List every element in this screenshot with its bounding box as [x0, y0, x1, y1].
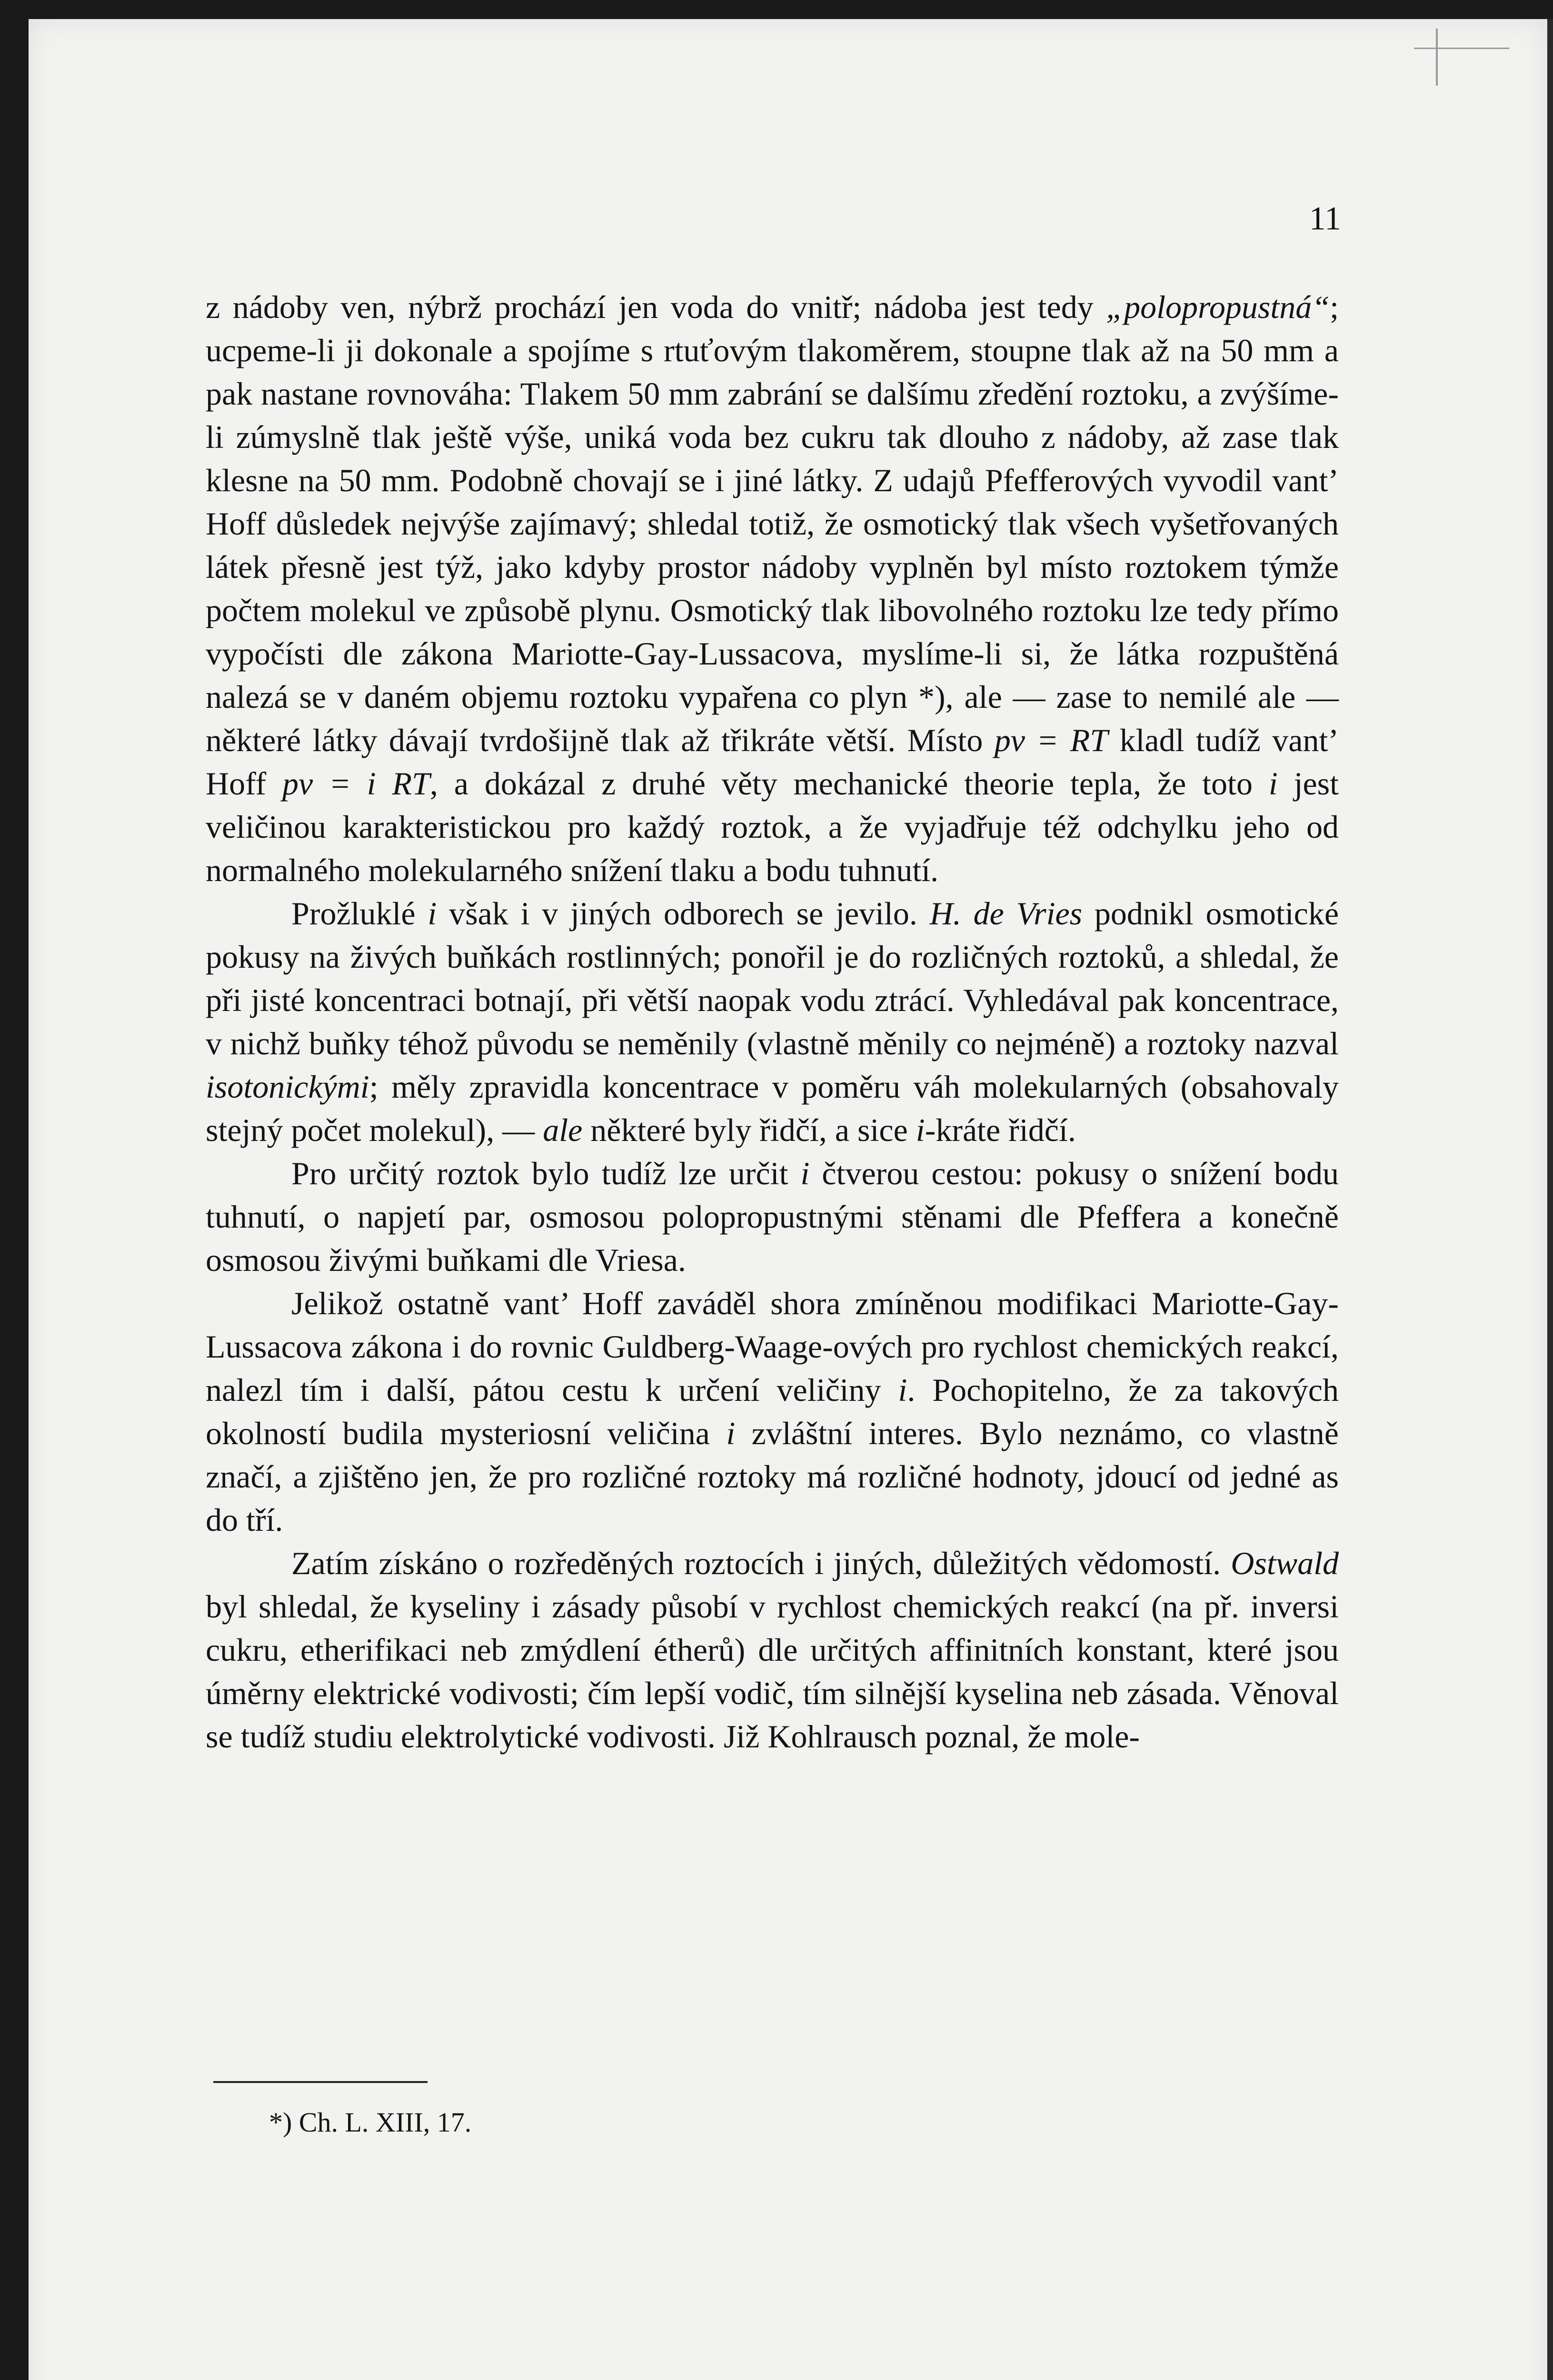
italic-text: pv = RT	[994, 722, 1108, 758]
text-run: -kráte řidčí.	[925, 1112, 1076, 1148]
italic-text: i	[916, 1112, 925, 1148]
text-run: z nádoby ven, nýbrž prochází jen voda do vnitř; nádoba jest tedy	[206, 289, 1106, 325]
italic-text: i	[1268, 765, 1278, 802]
text-run: . Pochopitelno, že za takových okolností budila mysteriosní veličina	[206, 1372, 1339, 1451]
italic-text: isotonickými	[206, 1069, 369, 1105]
paragraph	[206, 892, 1339, 1152]
italic-text: i	[800, 1155, 810, 1191]
text-run: zvláštní interes. Bylo neznámo, co vlastně značí, a zjištěno jen, že pro rozličné roztoky má rozličné hodnoty, jdoucí od jedné as do tří.	[206, 1415, 1339, 1538]
italic-text: H. de Vries	[929, 895, 1083, 932]
footnote: *) Ch. L. XIII, 17.	[269, 2107, 472, 2138]
paragraph	[206, 1282, 1339, 1542]
footnote-divider	[213, 2081, 428, 2083]
italic-text: i	[428, 895, 437, 932]
text-run: , a dokázal z druhé věty mechanické theorie tepla, že toto	[429, 765, 1269, 802]
italic-text: „polopropustná“	[1106, 289, 1330, 325]
page-number: 11	[1309, 200, 1341, 237]
italic-text: i	[898, 1372, 907, 1408]
scan-artifact	[1414, 48, 1509, 49]
text-run: Prožluklé	[291, 895, 428, 932]
italic-text: Ostwald	[1231, 1545, 1339, 1581]
text-run: ; ucpeme-li ji dokonale a spojíme s rtuťovým tlakoměrem, stoupne tlak až na 50 mm a pak nastane rovnováha: Tlakem 50 mm zabrání se dalšímu zředění roztoku, a zvýšíme-li zúmyslně tlak ještě výše, uniká voda bez cukru tak dlouho z nádoby, až zase tlak klesne na 50 mm. Podobně chovají se i jiné látky. Z udajů Pfefferových vyvodil vant’ Hoff důsledek nejvýše zajímavý; shledal totiž, že osmotický tlak všech vyšetřovaných látek přesně jest týž, jako kdyby prostor nádoby vyplněn byl místo roztokem týmže počtem molekul ve způsobě plynu. Osmotický tlak libovolného roztoku lze tedy přímo vypočísti dle zákona Mariotte-Gay-Lussacova, myslíme-li si, že látka rozpuštěná nalezá se v daném objemu roztoku vypařena co plyn *), ale — zase to nemilé ale — některé látky dávají tvrdošijně tlak až třikráte větší. Místo	[206, 289, 1339, 758]
text-run: některé byly řidčí, a sice	[582, 1112, 916, 1148]
text-run: však i v jiných odborech se jevilo.	[437, 895, 930, 932]
paragraph	[206, 1152, 1339, 1282]
paragraph	[206, 1542, 1339, 1758]
body-text	[206, 286, 1339, 1758]
text-run: kladl tudíž vant’ Hoff	[206, 722, 1339, 802]
text-run: byl shledal, že kyseliny i zásady působí v rychlost chemických reakcí (na př. inversi cukru, etherifikaci neb zmýdlení étherů) dle určitých affinitních konstant, které jsou úměrny elektrické vodivosti; čím lepší vodič, tím silnější kyselina neb zásada. Věnoval se tudíž studiu elektrolytické vodivosti. Již Kohlrausch poznal, že mole-	[206, 1588, 1339, 1755]
text-run: Zatím získáno o rozředěných roztocích i jiných, důležitých vědomostí.	[291, 1545, 1231, 1581]
scan-border-top	[0, 0, 1553, 19]
scan-artifact	[1436, 29, 1438, 86]
text-run: čtverou cestou: pokusy o snížení bodu tuhnutí, o napjetí par, osmosou polopropustnými stěnami dle Pfeffera a konečně osmosou živými buňkami dle Vriesa.	[206, 1155, 1339, 1278]
italic-text: i	[726, 1415, 736, 1451]
italic-text: pv = i RT	[282, 765, 430, 802]
text-run: Pro určitý roztok bylo tudíž lze určit	[291, 1155, 801, 1191]
italic-text: ale	[543, 1112, 583, 1148]
paragraph	[206, 286, 1339, 892]
text-run: ; měly zpravidla koncentrace v poměru váh molekularných (obsahovaly stejný počet molekul), —	[206, 1069, 1339, 1148]
text-run: jest veličinou karakteristickou pro každý roztok, a že vyjadřuje též odchylku jeho od normalného molekularného snížení tlaku a bodu tuhnutí.	[206, 765, 1339, 888]
scan-border-left	[0, 0, 29, 2380]
text-run: Jelikož ostatně vant’ Hoff zaváděl shora zmíněnou modifikaci Mariotte-Gay-Lussacova zákona i do rovnic Guldberg-Waage-ových pro rychlost chemických reakcí, nalezl tím i další, pátou cestu k určení veličiny	[206, 1285, 1339, 1408]
text-run: podnikl osmotické pokusy na živých buňkách rostlinných; ponořil je do rozličných roztoků, a shledal, že při jisté koncentraci botnají, při větší naopak vodu ztrácí. Vyhledával pak koncentrace, v nichž buňky téhož původu se neměnily (vlastně měnily co nejméně) a roztoky nazval	[206, 895, 1339, 1061]
